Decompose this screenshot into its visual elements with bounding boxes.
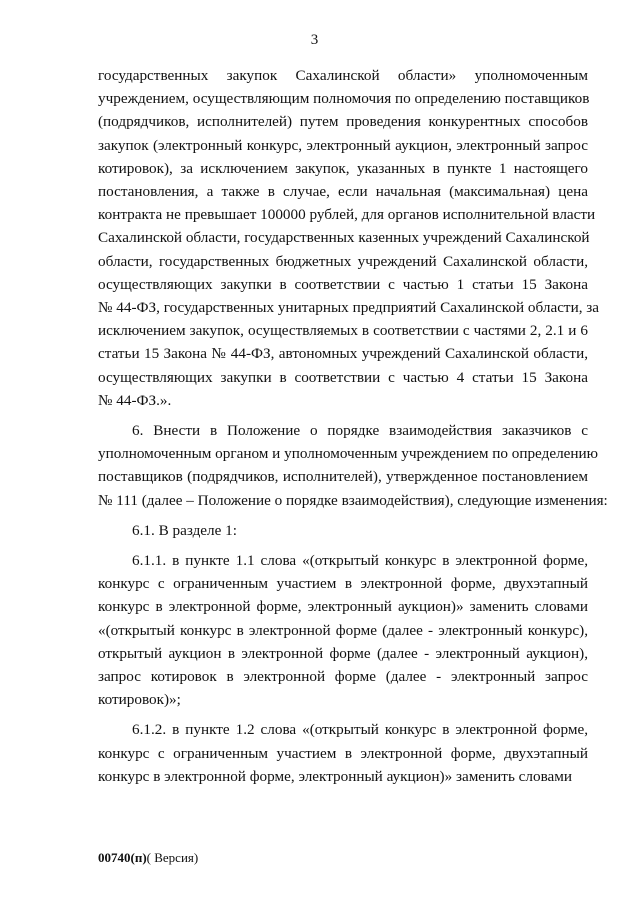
text-line: 6. Внести в Положение о порядке взаимодействия заказчиков с — [132, 422, 588, 440]
text-line: государственных закупок Сахалинской области» уполномоченным — [98, 67, 588, 84]
text-line: исключением закупок, осуществляемых в соответствии с частями 2, 2.1 и 6 — [98, 322, 588, 340]
text-line: 6.1. В разделе 1: — [132, 521, 237, 539]
text-line: уполномоченным органом и уполномоченным учреждением по определению — [98, 445, 598, 463]
text-line: статьи 15 Закона № 44-ФЗ, автономных учреждений Сахалинской области, — [98, 345, 588, 363]
text-line: «(открытый конкурс в электронной форме (далее - электронный конкурс), — [98, 621, 588, 639]
paragraph — [98, 718, 588, 788]
text-line: области, государственных бюджетных учреждений Сахалинской области, — [98, 252, 588, 270]
text-line: 6.1.1. в пункте 1.1 слова «(открытый конкурс в электронной форме, — [132, 552, 588, 570]
document-version: ( Версия) — [146, 850, 199, 865]
paragraph — [98, 549, 588, 711]
text-line: № 111 (далее – Положение о порядке взаимодействия), следующие изменения: — [98, 491, 608, 509]
text-line: осуществляющих закупки в соответствии с частью 4 статьи 15 Закона — [98, 368, 588, 386]
text-line: запрос котировок в электронной форме (далее - электронный запрос — [98, 668, 588, 686]
paragraph — [98, 519, 588, 542]
text-line: закупок (электронный конкурс, электронный аукцион, электронный запрос — [98, 136, 588, 154]
page-number: 3 — [310, 32, 319, 48]
text-line: конкурс с ограниченным участием в электронной форме, двухэтапный — [98, 575, 588, 593]
text-line: 6.1.2. в пункте 1.2 слова «(открытый конкурс в электронной форме, — [132, 721, 588, 739]
paragraph — [98, 419, 608, 512]
text-line: конкурс с ограниченным участием в электронной форме, двухэтапный — [98, 744, 588, 762]
text-line: контракта не превышает 100000 рублей, для органов исполнительной власти — [98, 206, 596, 224]
text-line: учреждением, осуществляющим полномочия по определению поставщиков — [98, 90, 590, 108]
text-line: осуществляющих закупки в соответствии с частью 1 статьи 15 Закона — [98, 275, 588, 293]
text-line: (подрядчиков, исполнителей) путем проведения конкурентных способов — [98, 113, 588, 131]
text-line: № 44-ФЗ, государственных унитарных предприятий Сахалинской области, за — [98, 299, 600, 317]
text-line: конкурс в электронной форме, электронный аукцион)» заменить словами — [98, 598, 588, 616]
text-line: котировок)»; — [98, 691, 181, 709]
text-line: № 44-ФЗ.». — [98, 391, 172, 409]
text-line: открытый аукцион в электронной форме (далее - электронный аукцион), — [98, 644, 588, 662]
text-line: конкурс в электронной форме, электронный аукцион)» заменить словами — [98, 767, 573, 785]
text-line: поставщиков (подрядчиков, исполнителей), утвержденное постановлением — [98, 468, 588, 486]
paragraph — [98, 64, 600, 412]
text-line: постановления, а также в случае, если начальная (максимальная) цена — [98, 183, 588, 201]
document-code: 00740(п) — [98, 850, 147, 865]
text-line: котировок), за исключением закупок, указанных в пункте 1 настоящего — [98, 159, 588, 177]
document-footer — [98, 850, 198, 866]
document-body — [98, 64, 608, 795]
text-line: Сахалинской области, государственных казенных учреждений Сахалинской — [98, 229, 590, 247]
